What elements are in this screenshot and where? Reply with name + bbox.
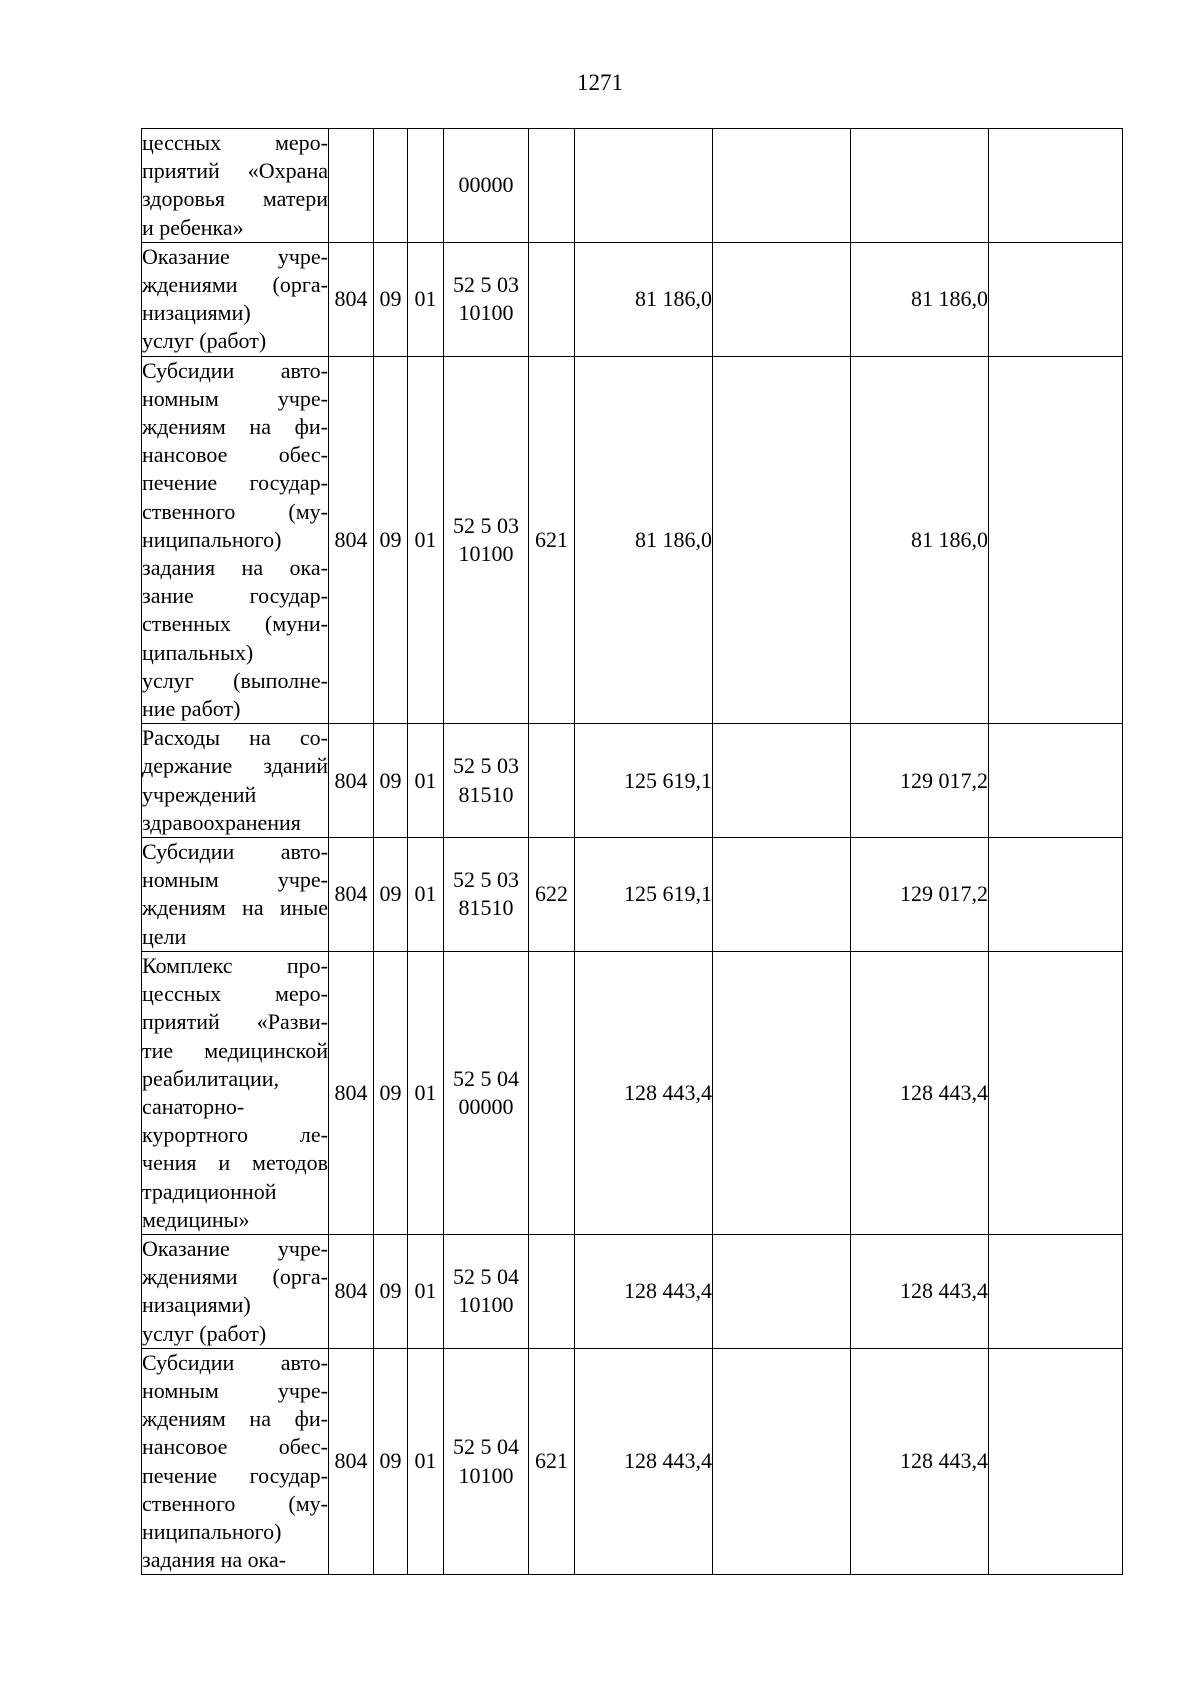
target-article-code xyxy=(444,242,529,356)
amount-column-4 xyxy=(989,242,1123,356)
description-line: ждениями (орга- xyxy=(142,272,328,298)
description-line: приятий «Охрана xyxy=(142,158,328,184)
description-line: Оказание учре- xyxy=(142,243,328,269)
expense-type-code xyxy=(529,951,575,1234)
ministry-code: 804 xyxy=(329,724,374,838)
description-line: курортного ле- xyxy=(142,1122,328,1148)
description-line: приятий «Разви- xyxy=(142,1009,328,1035)
amount-column-3: 128 443,4 xyxy=(851,951,989,1234)
amount-column-1: 81 186,0 xyxy=(575,242,713,356)
description-line: задания на ока- xyxy=(142,555,328,581)
description-line: зание государ- xyxy=(142,583,328,609)
description-line: печение государ- xyxy=(142,470,328,496)
description-line: чения и методов xyxy=(142,1150,328,1176)
amount-column-1: 128 443,4 xyxy=(575,1234,713,1348)
section-code xyxy=(374,129,408,243)
amount-column-3: 128 443,4 xyxy=(851,1348,989,1575)
amount-column-4 xyxy=(989,951,1123,1234)
code-line: 52 5 03 xyxy=(453,272,519,298)
description-line: Комплекс про- xyxy=(142,952,328,978)
row-description xyxy=(142,129,329,243)
subsection-code: 01 xyxy=(408,1348,444,1575)
subsection-code: 01 xyxy=(408,724,444,838)
target-article-code xyxy=(444,356,529,724)
subsection-code: 01 xyxy=(408,1234,444,1348)
amount-column-4 xyxy=(989,838,1123,952)
ministry-code: 804 xyxy=(329,838,374,952)
ministry-code: 804 xyxy=(329,1234,374,1348)
target-article-code xyxy=(444,838,529,952)
description-line: медицины» xyxy=(142,1206,250,1232)
row-description xyxy=(142,838,329,952)
description-line: ждениями (орга- xyxy=(142,1264,328,1290)
subsection-code: 01 xyxy=(408,356,444,724)
amount-column-1: 128 443,4 xyxy=(575,1348,713,1575)
code-line: 52 5 04 xyxy=(453,1264,519,1290)
target-article-code xyxy=(444,1234,529,1348)
description-line: ципальных) xyxy=(142,639,254,665)
amount-column-3: 81 186,0 xyxy=(851,242,989,356)
description-line: Оказание учре- xyxy=(142,1235,328,1261)
amount-column-3: 129 017,2 xyxy=(851,724,989,838)
description-line: санаторно- xyxy=(142,1093,245,1119)
target-article-code xyxy=(444,129,529,243)
description-line: услуг (работ) xyxy=(142,1320,267,1346)
ministry-code xyxy=(329,129,374,243)
expense-type-code: 621 xyxy=(529,356,575,724)
row-description xyxy=(142,242,329,356)
description-line: держание зданий xyxy=(142,753,328,779)
amount-column-1: 125 619,1 xyxy=(575,838,713,952)
amount-column-2 xyxy=(713,129,851,243)
description-line: ние работ) xyxy=(142,696,241,722)
subsection-code xyxy=(408,129,444,243)
ministry-code: 804 xyxy=(329,1348,374,1575)
expense-type-code xyxy=(529,242,575,356)
code-line: 52 5 03 xyxy=(453,512,519,538)
section-code: 09 xyxy=(374,724,408,838)
description-line: реабилитации, xyxy=(142,1065,279,1091)
row-description xyxy=(142,356,329,724)
row-description xyxy=(142,1234,329,1348)
description-line: нансовое обес- xyxy=(142,442,328,468)
description-line: учреждений xyxy=(142,781,257,807)
code-line: 81510 xyxy=(458,781,514,807)
ministry-code: 804 xyxy=(329,242,374,356)
description-line: цели xyxy=(142,923,187,949)
ministry-code: 804 xyxy=(329,951,374,1234)
section-code: 09 xyxy=(374,1234,408,1348)
table-row xyxy=(142,951,1123,1234)
code-line: 10100 xyxy=(458,1292,514,1318)
description-line: ждениям на иные xyxy=(142,895,328,921)
description-line: печение государ- xyxy=(142,1462,328,1488)
amount-column-2 xyxy=(713,356,851,724)
table-row xyxy=(142,356,1123,724)
table-row xyxy=(142,242,1123,356)
description-line: ниципального) xyxy=(142,526,282,552)
description-line: и ребенка» xyxy=(142,214,244,240)
amount-column-3 xyxy=(851,129,989,243)
code-line: 00000 xyxy=(458,1093,514,1119)
row-description xyxy=(142,951,329,1234)
description-line: ственного (му- xyxy=(142,1490,328,1516)
code-line: 52 5 03 xyxy=(453,867,519,893)
table-row xyxy=(142,724,1123,838)
amount-column-3: 128 443,4 xyxy=(851,1234,989,1348)
code-line: 52 5 04 xyxy=(453,1434,519,1460)
code-line: 10100 xyxy=(458,540,514,566)
description-line: традиционной xyxy=(142,1178,277,1204)
code-line: 10100 xyxy=(458,300,514,326)
amount-column-3: 129 017,2 xyxy=(851,838,989,952)
description-line: нансовое обес- xyxy=(142,1434,328,1460)
description-line: номным учре- xyxy=(142,867,328,893)
target-article-code xyxy=(444,724,529,838)
description-line: Субсидии авто- xyxy=(142,357,328,383)
description-line: Расходы на со- xyxy=(142,725,328,751)
description-line: Субсидии авто- xyxy=(142,1349,328,1375)
description-line: здравоохранения xyxy=(142,809,301,835)
description-line: цессных меро- xyxy=(142,981,328,1007)
section-code: 09 xyxy=(374,1348,408,1575)
description-line: ниципального) xyxy=(142,1518,282,1544)
description-line: ственных (муни- xyxy=(142,611,328,637)
description-line: задания на ока- xyxy=(142,1547,287,1573)
amount-column-2 xyxy=(713,1234,851,1348)
code-line: 52 5 04 xyxy=(453,1065,519,1091)
section-code: 09 xyxy=(374,838,408,952)
amount-column-2 xyxy=(713,242,851,356)
amount-column-4 xyxy=(989,129,1123,243)
section-code: 09 xyxy=(374,242,408,356)
budget-table xyxy=(141,128,1123,1575)
code-line: 10100 xyxy=(458,1462,514,1488)
table-row xyxy=(142,1234,1123,1348)
row-description xyxy=(142,1348,329,1575)
expense-type-code xyxy=(529,724,575,838)
target-article-code xyxy=(444,1348,529,1575)
subsection-code: 01 xyxy=(408,838,444,952)
expense-type-code xyxy=(529,1234,575,1348)
expense-type-code: 621 xyxy=(529,1348,575,1575)
description-line: ждениям на фи- xyxy=(142,1406,328,1432)
expense-type-code xyxy=(529,129,575,243)
description-line: низациями) xyxy=(142,1292,251,1318)
target-article-code xyxy=(444,951,529,1234)
description-line: тие медицинской xyxy=(142,1037,328,1063)
expense-type-code: 622 xyxy=(529,838,575,952)
table-row xyxy=(142,129,1123,243)
code-line: 52 5 03 xyxy=(453,753,519,779)
amount-column-2 xyxy=(713,724,851,838)
description-line: ждениям на фи- xyxy=(142,414,328,440)
amount-column-3: 81 186,0 xyxy=(851,356,989,724)
description-line: здоровья матери xyxy=(142,186,328,212)
amount-column-4 xyxy=(989,1234,1123,1348)
amount-column-4 xyxy=(989,356,1123,724)
description-line: услуг (работ) xyxy=(142,328,267,354)
amount-column-4 xyxy=(989,1348,1123,1575)
description-line: ственного (му- xyxy=(142,498,328,524)
amount-column-1: 81 186,0 xyxy=(575,356,713,724)
description-line: услуг (выполне- xyxy=(142,667,328,693)
subsection-code: 01 xyxy=(408,951,444,1234)
amount-column-1: 125 619,1 xyxy=(575,724,713,838)
code-line: 00000 xyxy=(458,172,514,198)
ministry-code: 804 xyxy=(329,356,374,724)
description-line: номным учре- xyxy=(142,1377,328,1403)
table-row xyxy=(142,838,1123,952)
amount-column-1: 128 443,4 xyxy=(575,951,713,1234)
row-description xyxy=(142,724,329,838)
amount-column-2 xyxy=(713,1348,851,1575)
section-code: 09 xyxy=(374,951,408,1234)
description-line: цессных меро- xyxy=(142,130,328,155)
description-line: номным учре- xyxy=(142,385,328,411)
page-number: 1271 xyxy=(577,70,623,95)
subsection-code: 01 xyxy=(408,242,444,356)
amount-column-2 xyxy=(713,951,851,1234)
section-code: 09 xyxy=(374,356,408,724)
description-line: низациями) xyxy=(142,300,251,326)
table-row xyxy=(142,1348,1123,1575)
amount-column-2 xyxy=(713,838,851,952)
description-line: Субсидии авто- xyxy=(142,839,328,865)
amount-column-1 xyxy=(575,129,713,243)
amount-column-4 xyxy=(989,724,1123,838)
code-line: 81510 xyxy=(458,895,514,921)
